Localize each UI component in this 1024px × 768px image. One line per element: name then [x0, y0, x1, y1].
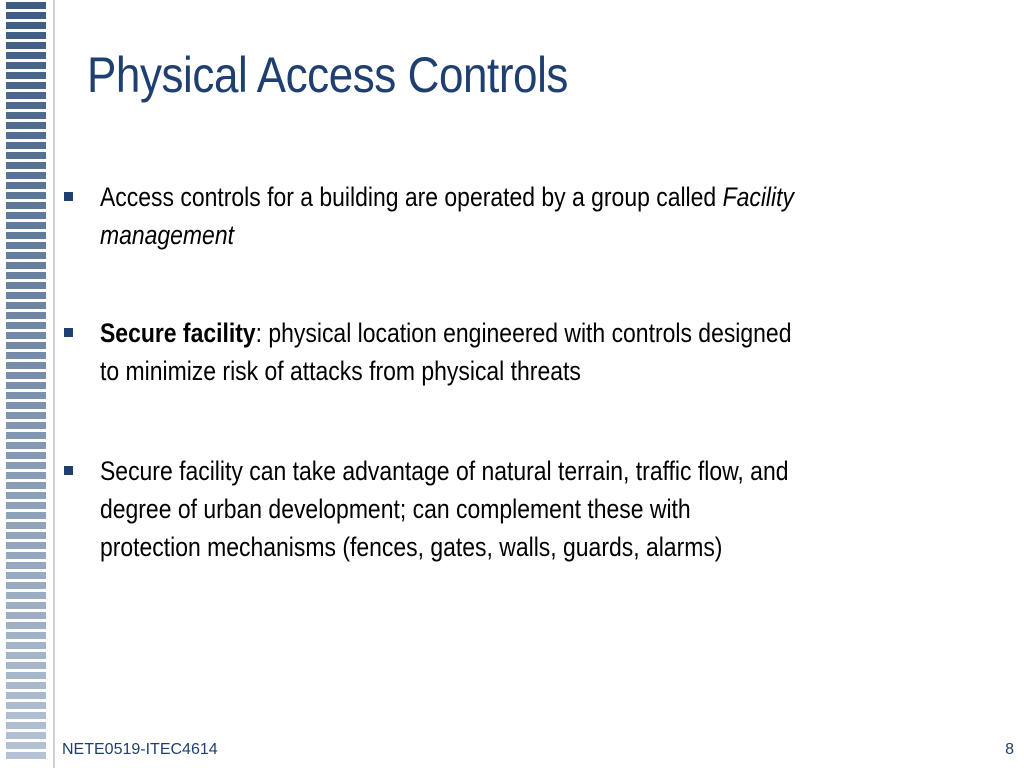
- stripe-bar: [6, 702, 46, 709]
- stripe-bar: [6, 612, 46, 619]
- stripe-bar: [6, 132, 46, 139]
- stripe-bar: [6, 92, 46, 99]
- stripe-bar: [6, 142, 46, 149]
- stripe-bar: [6, 582, 46, 589]
- stripe-bar: [6, 732, 46, 739]
- stripe-bar: [6, 442, 46, 449]
- stripe-bar: [6, 432, 46, 439]
- square-bullet-icon: [64, 328, 73, 337]
- stripe-bar: [6, 32, 46, 39]
- stripe-bar: [6, 302, 46, 309]
- stripe-bar: [6, 72, 46, 79]
- bullet-line: protection mechanisms (fences, gates, walls, guards, alarms): [100, 532, 723, 562]
- slide-title: Physical Access Controls: [87, 47, 568, 103]
- stripe-bar: [6, 372, 46, 379]
- stripe-bar: [6, 642, 46, 649]
- stripe-bar: [6, 112, 46, 119]
- bullet-text-segment: Access controls for a building are operated by a group called: [100, 182, 723, 212]
- stripe-bar: [6, 542, 46, 549]
- stripe-bar: [6, 12, 46, 19]
- stripe-bar: [6, 562, 46, 569]
- stripe-bar: [6, 222, 46, 229]
- square-bullet-icon: [64, 192, 73, 201]
- stripe-bar: [6, 152, 46, 159]
- stripe-bar: [6, 652, 46, 659]
- stripe-bar: [6, 102, 46, 109]
- bullet-text: [100, 452, 984, 566]
- stripe-bar: [6, 722, 46, 729]
- bullet-line: Secure facility can take advantage of natural terrain, traffic flow, and: [100, 456, 789, 486]
- stripe-bar: [6, 482, 46, 489]
- bullet-text: [100, 314, 984, 390]
- stripe-bar: [6, 252, 46, 259]
- stripe-bar: [6, 462, 46, 469]
- bullet-line: [100, 318, 791, 348]
- stripe-bar: [6, 272, 46, 279]
- stripe-bar: [6, 2, 46, 9]
- stripe-bar: [6, 412, 46, 419]
- stripe-bar: [6, 682, 46, 689]
- stripe-bar: [6, 162, 46, 169]
- stripe-bar: [6, 752, 46, 759]
- stripe-bar: [6, 42, 46, 49]
- bold-term: Secure facility: [100, 318, 256, 348]
- stripe-bar: [6, 322, 46, 329]
- stripe-bar: [6, 592, 46, 599]
- stripe-bar: [6, 362, 46, 369]
- stripe-bar: [6, 52, 46, 59]
- stripe-bar: [6, 242, 46, 249]
- stripe-bar: [6, 422, 46, 429]
- bullet-line: degree of urban development; can complement these with: [100, 494, 691, 524]
- stripe-bar: [6, 182, 46, 189]
- stripe-bar: [6, 662, 46, 669]
- bullet-line: [100, 182, 794, 212]
- stripe-bar: [6, 602, 46, 609]
- stripe-bar: [6, 572, 46, 579]
- stripe-bar: [6, 122, 46, 129]
- bullet-line: to minimize risk of attacks from physical threats: [100, 356, 581, 386]
- stripe-bar: [6, 522, 46, 529]
- footer-course-code: NETE0519-ITEC4614: [62, 741, 218, 758]
- stripe-bar: [6, 692, 46, 699]
- stripe-bar: [6, 202, 46, 209]
- stripe-bar: [6, 292, 46, 299]
- stripe-bar: [6, 332, 46, 339]
- stripe-bar: [6, 312, 46, 319]
- stripe-bar: [6, 512, 46, 519]
- stripe-bar: [6, 392, 46, 399]
- stripe-bar: [6, 402, 46, 409]
- stripe-bar: [6, 502, 46, 509]
- stripe-bar: [6, 622, 46, 629]
- emphasis-text: management: [100, 220, 234, 250]
- stripe-bar: [6, 552, 46, 559]
- stripe-bar: [6, 452, 46, 459]
- stripe-bar: [6, 282, 46, 289]
- stripe-bar: [6, 742, 46, 749]
- stripe-bar: [6, 492, 46, 499]
- stripe-bar: [6, 172, 46, 179]
- stripe-bar: [6, 672, 46, 679]
- stripe-bar: [6, 232, 46, 239]
- stripe-bar: [6, 472, 46, 479]
- stripe-bar: [6, 192, 46, 199]
- stripe-bar: [6, 352, 46, 359]
- stripe-bar: [6, 262, 46, 269]
- stripe-bar: [6, 712, 46, 719]
- bullet-text-segment: : physical location engineered with controls designed: [255, 318, 792, 348]
- bullet-line: [100, 220, 234, 250]
- stripe-bar: [6, 342, 46, 349]
- square-bullet-icon: [64, 466, 73, 475]
- stripe-bar: [6, 212, 46, 219]
- emphasis-text: Facility: [722, 182, 794, 212]
- stripe-bar: [6, 382, 46, 389]
- divider-line: [53, 0, 55, 768]
- stripe-bar: [6, 532, 46, 539]
- stripe-bar: [6, 62, 46, 69]
- bullet-text: [100, 178, 984, 254]
- stripe-bar: [6, 632, 46, 639]
- decorative-side-stripe: [0, 0, 48, 768]
- page-number: 8: [1005, 741, 1014, 758]
- stripe-bar: [6, 82, 46, 89]
- stripe-bar: [6, 22, 46, 29]
